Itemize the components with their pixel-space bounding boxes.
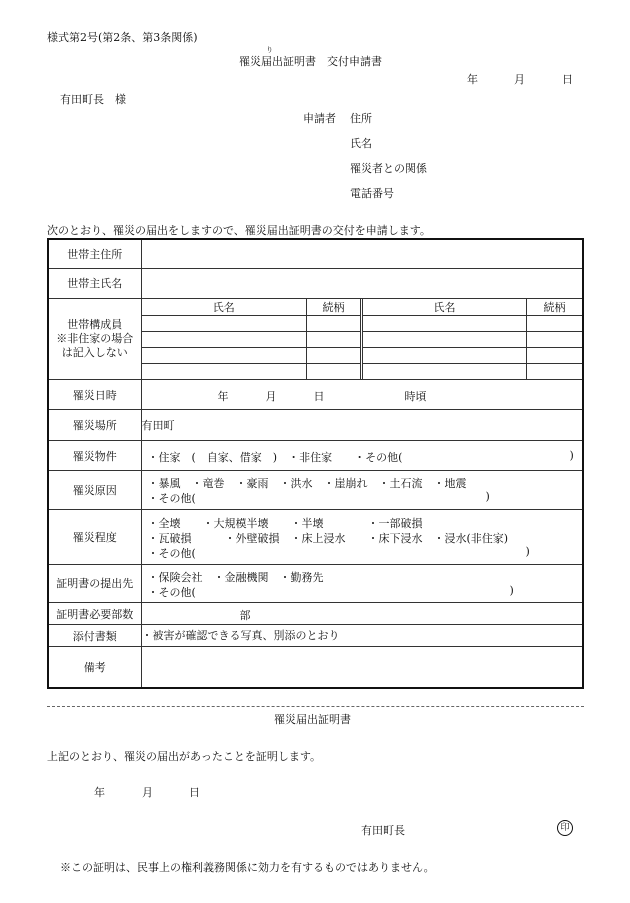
applicant-relation-label: 罹災者との関係 bbox=[350, 162, 427, 175]
member-row bbox=[142, 331, 583, 347]
applicant-name-label: 氏名 bbox=[350, 137, 372, 150]
page-title: 罹災届出証明書 交付申請書 bbox=[239, 55, 382, 68]
cut-line bbox=[47, 706, 584, 707]
copies-label: 証明書必要部数 bbox=[48, 603, 141, 625]
degree-close: ) bbox=[525, 544, 530, 558]
member-name-header: 氏名 bbox=[142, 299, 307, 316]
issuer: 有田町長 bbox=[361, 824, 405, 837]
member-relation-cell[interactable] bbox=[307, 364, 362, 380]
member-name-cell[interactable] bbox=[142, 331, 307, 347]
copies-unit: 部 bbox=[239, 609, 251, 623]
degree-label: 罹災程度 bbox=[48, 509, 141, 564]
dt-year: 年 bbox=[217, 390, 229, 404]
degree-other: ・その他( bbox=[147, 546, 196, 560]
member-name-cell[interactable] bbox=[362, 364, 527, 380]
member-relation-header: 続柄 bbox=[307, 299, 362, 316]
member-row bbox=[142, 347, 583, 363]
household-address-field[interactable] bbox=[141, 239, 583, 268]
attachments-field[interactable]: ・被害が確認できる写真、別添のとおり bbox=[141, 625, 583, 647]
dt-time: 時頃 bbox=[404, 390, 427, 404]
application-table bbox=[47, 238, 584, 689]
form-number: 様式第2号(第2条、第3条関係) bbox=[47, 31, 198, 44]
member-row bbox=[142, 315, 583, 331]
member-relation-cell[interactable] bbox=[527, 364, 583, 380]
dt-month: 月 bbox=[265, 390, 277, 404]
member-name-cell[interactable] bbox=[362, 315, 527, 331]
property-field[interactable] bbox=[141, 441, 583, 471]
title-ruby: り bbox=[266, 46, 273, 54]
member-name-header: 氏名 bbox=[362, 299, 527, 316]
submit-to-field[interactable] bbox=[141, 564, 583, 602]
member-relation-cell[interactable] bbox=[307, 331, 362, 347]
member-name-cell[interactable] bbox=[142, 347, 307, 363]
household-address-label: 世帯主住所 bbox=[48, 239, 141, 268]
degree-line-2: ・瓦破損 ・外壁破損 ・床上浸水 ・床下浸水 ・浸水(非住家) bbox=[147, 531, 509, 545]
member-name-cell[interactable] bbox=[142, 364, 307, 380]
member-relation-cell[interactable] bbox=[527, 347, 583, 363]
remarks-field[interactable] bbox=[141, 647, 583, 688]
intro-text: 次のとおり、罹災の届出をしますので、罹災届出証明書の交付を申請します。 bbox=[47, 224, 431, 237]
date-day-label: 日 bbox=[562, 73, 573, 86]
applicant-phone-label: 電話番号 bbox=[350, 187, 394, 200]
member-relation-cell[interactable] bbox=[527, 331, 583, 347]
submit-other: ・その他( bbox=[147, 585, 196, 599]
member-row bbox=[142, 364, 583, 380]
member-name-cell[interactable] bbox=[142, 315, 307, 331]
household-name-field[interactable] bbox=[141, 268, 583, 298]
property-label: 罹災物件 bbox=[48, 441, 141, 471]
submit-options: ・保険会社 ・金融機関 ・勤務先 bbox=[147, 570, 324, 584]
cause-options: ・暴風 ・竜巻 ・豪雨 ・洪水 ・崖崩れ ・土石流 ・地震 bbox=[147, 477, 467, 491]
cause-close: ) bbox=[485, 490, 490, 504]
member-relation-cell[interactable] bbox=[307, 347, 362, 363]
applicant-address-label: 住所 bbox=[350, 112, 372, 125]
cause-other: ・その他( bbox=[147, 492, 196, 506]
member-relation-header: 続柄 bbox=[527, 299, 583, 316]
degree-field[interactable] bbox=[141, 509, 583, 564]
members-table bbox=[142, 299, 583, 379]
submit-close: ) bbox=[509, 583, 514, 597]
attachments-label: 添付書類 bbox=[48, 625, 141, 647]
date-month-label: 月 bbox=[514, 73, 525, 86]
cause-field[interactable] bbox=[141, 471, 583, 509]
certificate-title: 罹災届出証明書 bbox=[274, 713, 351, 726]
disclaimer-note: ※この証明は、民事上の権利義務関係に効力を有するものではありません。 bbox=[60, 861, 435, 874]
date-year-label: 年 bbox=[467, 73, 478, 86]
cert-month: 月 bbox=[142, 786, 153, 799]
disaster-place-label: 罹災場所 bbox=[48, 410, 141, 441]
submit-to-label: 証明書の提出先 bbox=[48, 564, 141, 602]
degree-line-1: ・全壊 ・大規模半壊 ・半壊 ・一部破損 bbox=[147, 516, 423, 530]
members-grid bbox=[141, 298, 583, 379]
member-relation-cell[interactable] bbox=[307, 315, 362, 331]
copies-field[interactable] bbox=[141, 603, 583, 625]
certificate-text: 上記のとおり、罹災の届出があったことを証明します。 bbox=[47, 750, 322, 763]
disaster-place-field[interactable]: 有田町 bbox=[141, 410, 583, 441]
applicant-label: 申請者 bbox=[303, 112, 336, 125]
dt-day: 日 bbox=[313, 390, 325, 404]
addressee: 有田町長 様 bbox=[60, 93, 126, 106]
cause-label: 罹災原因 bbox=[48, 471, 141, 509]
property-close: ) bbox=[569, 449, 574, 463]
cert-day: 日 bbox=[189, 786, 200, 799]
seal-icon: 印 bbox=[557, 820, 573, 836]
member-relation-cell[interactable] bbox=[527, 315, 583, 331]
disaster-datetime-field[interactable] bbox=[141, 380, 583, 410]
member-name-cell[interactable] bbox=[362, 347, 527, 363]
members-label: 世帯構成員 ※非住家の場合 は記入しない bbox=[48, 298, 141, 379]
property-options: ・住家 ( 自家、借家 ) ・非住家 ・その他( bbox=[147, 451, 403, 465]
household-name-label: 世帯主氏名 bbox=[48, 268, 141, 298]
member-name-cell[interactable] bbox=[362, 331, 527, 347]
remarks-label: 備考 bbox=[48, 647, 141, 688]
disaster-datetime-label: 罹災日時 bbox=[48, 380, 141, 410]
cert-year: 年 bbox=[94, 786, 105, 799]
